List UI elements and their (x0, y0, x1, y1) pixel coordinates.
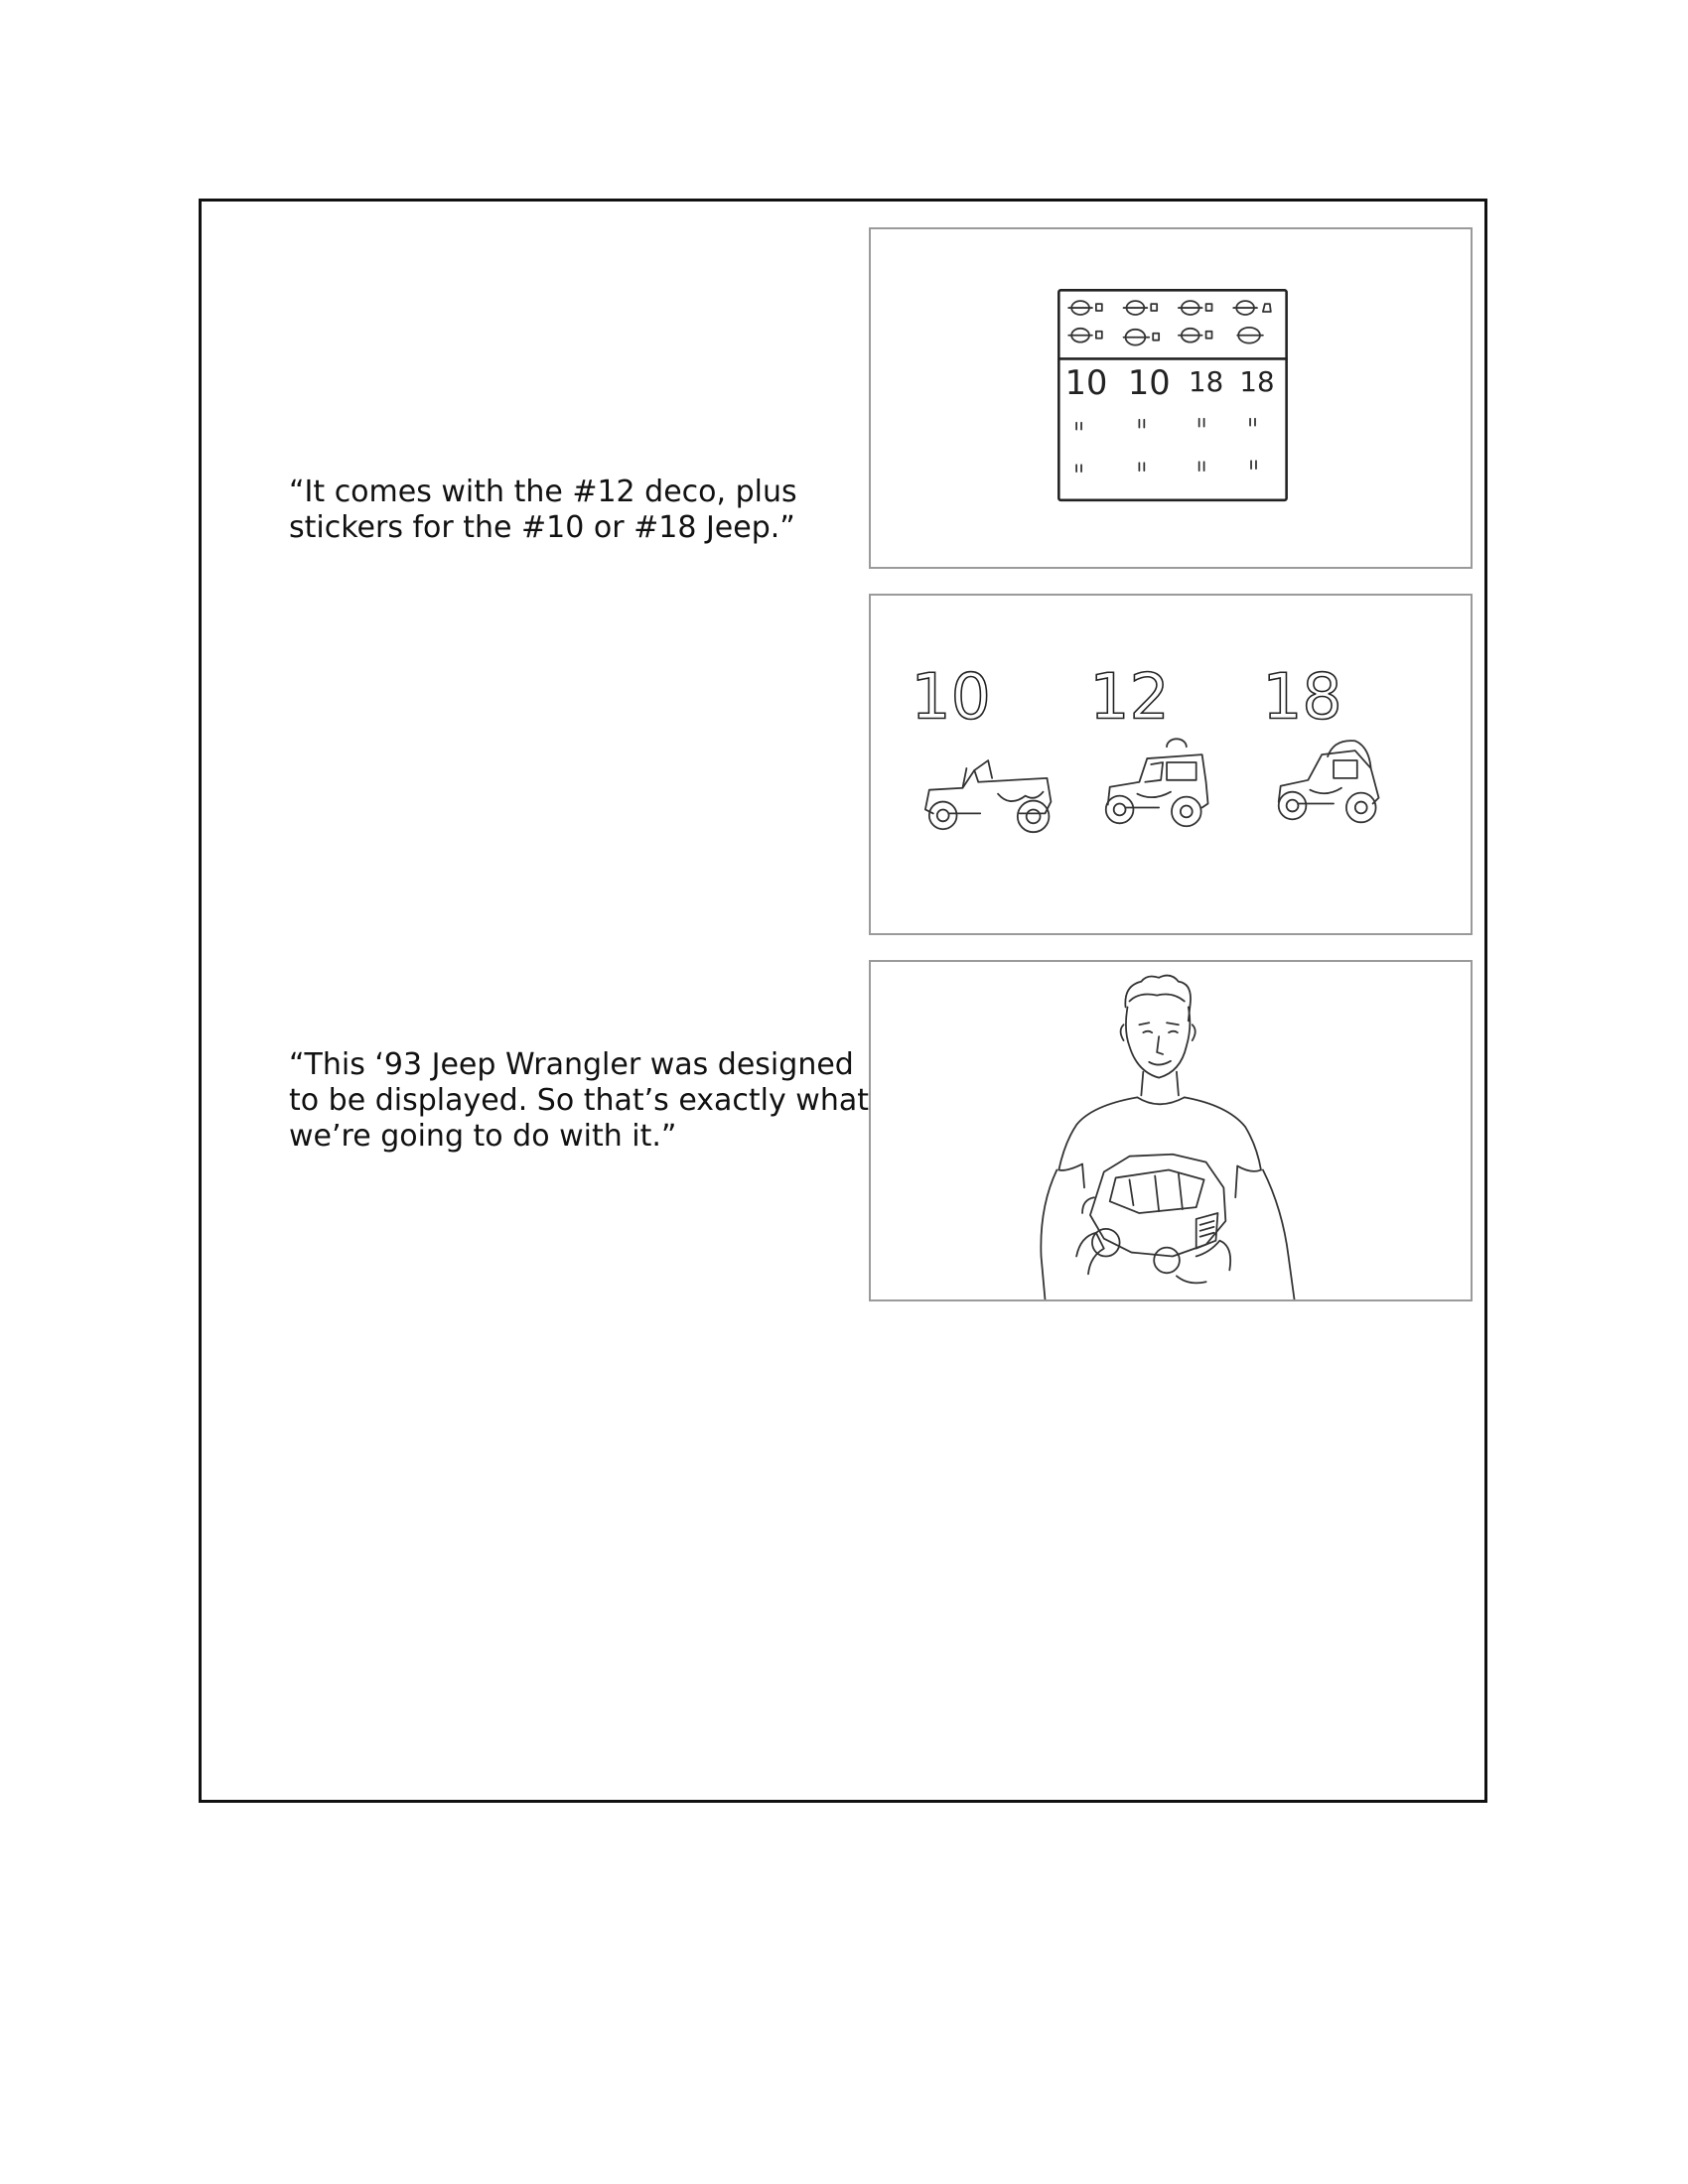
storyboard-page (199, 199, 1487, 1803)
jeep-18-sketch (1279, 741, 1379, 822)
caption-line: stickers for the #10 or #18 Jeep.” (289, 510, 795, 545)
three-jeeps-sketch (871, 596, 1471, 933)
jeep-number: 10 (911, 659, 991, 734)
sticker-sheet-sketch (871, 229, 1471, 567)
storyboard-frame-2 (869, 594, 1473, 935)
caption-line: “It comes with the #12 deco, plus (289, 475, 797, 509)
jeep-10-sketch (925, 760, 1052, 832)
sticker-number: 10 (1064, 363, 1108, 403)
caption-line: “This ‘93 Jeep Wrangler was designed (289, 1047, 854, 1082)
jeep-number: 18 (1262, 659, 1342, 734)
sticker-number: 10 (1127, 363, 1171, 403)
caption-panel-3 (289, 1047, 869, 1155)
jeep-number: 12 (1089, 659, 1170, 734)
caption-line: we’re going to do with it.” (289, 1119, 677, 1154)
jeep-12-sketch (1106, 739, 1208, 826)
storyboard-frame-3 (869, 960, 1473, 1301)
storyboard-frame-1 (869, 227, 1473, 569)
sticker-number: 18 (1188, 365, 1224, 399)
caption-panel-1 (289, 475, 845, 546)
presenter-holding-jeep-sketch (871, 962, 1471, 1299)
caption-line: to be displayed. So that’s exactly what (289, 1083, 869, 1118)
sticker-number: 18 (1239, 365, 1275, 399)
